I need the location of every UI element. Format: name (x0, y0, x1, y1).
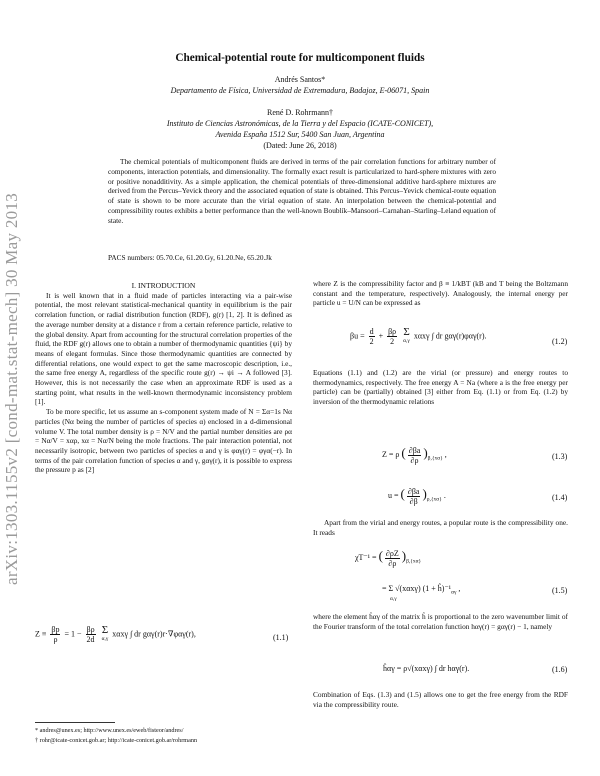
author-2-name: René D. Rohrmann† (267, 108, 333, 117)
pacs-numbers: PACS numbers: 05.70.Ce, 61.20.Gy, 61.20.Ne, 65.20.Jk (108, 253, 272, 262)
footnote-1: * andres@unex.es; http://www.unex.es/eweb/fisteor/andres/ (35, 727, 184, 734)
dated-line: (Dated: June 26, 2018) (263, 141, 337, 150)
equation-1-6-number: (1.6) (552, 665, 568, 674)
footnote-2: † rohr@icate-conicet.gob.ar; http://icate-conicet.gob.ar/rohrmann (35, 737, 198, 744)
author-1-affiliation: Departamento de Física, Universidad de Extremadura, Badajoz, E-06071, Spain (170, 86, 430, 95)
equation-1-4-number: (1.4) (552, 493, 568, 502)
author-1-name: Andrés Santos* (274, 75, 326, 84)
right-column-paragraph-1: where Z is the compressibility factor and β ≡ 1/kBT (kB and T being the Boltzmann constant and the temperature, respectively). Analogously, the internal energy per particle u = U/N can be expressed as (313, 279, 568, 308)
equation-1-4: u = ( $\frac{\partial\beta a}{\partial\beta}$ )$_{\rho,\{x\alpha\}}$ . (388, 486, 446, 506)
equation-1-1-number: (1.1) (273, 633, 289, 642)
right-column-paragraph-3: Apart from the virial and energy routes, a popular route is the compressibility one. It reads (313, 518, 568, 537)
right-column-paragraph-4: where the element ĥαγ of the matrix ĥ is proportional to the zero wavenumber limit of the Fourier transform of the total correlation function hαγ(r) = gαγ(r) − 1, namely (313, 612, 568, 631)
equation-1-3: Z = ρ ( $\frac{\partial\beta a}{\partial\rho}$ )$_{\beta,\{x\alpha\}}$ , (382, 445, 447, 465)
section-heading: I. INTRODUCTION (131, 281, 196, 290)
left-column (35, 281, 292, 475)
intro-paragraph-2: To be more specific, let us assume an s-component system made of N = Σα=1s Nα particles (Nα being the number of particles of species α) enclosed in a d-dimensional volume V. The total number density is ρ = N/V and the partial number densities are ρα = Nα/V = xαρ, xα = Nα/N being the mole fractions. The pair interaction potential, not necessarily isotropic, between two particles of species α and γ is φαγ(r) = φγα(−r). In terms of the pair correlation function of species α and γ, gαγ(r), it is possible to express the pressure p as [2] (35, 407, 292, 475)
author-2-affiliation-line-2: Avenida España 1512 Sur, 5400 San Juan, Argentina (215, 130, 385, 139)
equation-1-2-number: (1.2) (552, 337, 568, 346)
equation-1-5-line-2: = Σ √(xαxγ) $(1 + ĥ)^{-1}_{\alpha\gamma}$ , α,γ (382, 584, 461, 602)
right-column-paragraph-5: Combination of Eqs. (1.3) and (1.5) allows one to get the free energy from the RDF via the compressibility route. (313, 690, 568, 709)
equation-1-6: ĥαγ = ρ√(xαxγ) ∫ dr hαγ(r). (383, 664, 470, 673)
abstract: The chemical potentials of multicomponent fluids are derived in terms of the pair correlation functions for arbitrary number of components, interaction potentials, and dimensionality. The formally exact result is particularized to hard-sphere mixtures with zero or positive nonadditivity. As a simple application, the chemical potentials of three-dimensional additive hard-sphere mixtures are derived from the Percus–Yevick theory and the associated equation of state is obtained. This Percus–Yevick chemical-route equation of state is shown to be more accurate than the virial equation of state. An interpolation between the chemical-potential and compressibility routes exhibits a better performance than the well-known Boublík–Mansoori–Carnahan–Starling–Leland equation of state. (108, 157, 496, 225)
author-2-affiliation-line-1: Instituto de Ciencias Astronómicas, de la Tierra y del Espacio (ICATE-CONICET), (166, 119, 434, 128)
intro-paragraph-1: It is well known that in a fluid made of particles interacting via a pair-wise potential, the most relevant statistical-mechanical quantity in equilibrium is the pair correlation function, or radial distribution function (RDF), g(r) [1, 2]. It is defined as the average number density at a distance r from a certain reference particle, relative to the global density. Apart from accounting for the structural correlation properties of the fluid, the RDF g(r) allows one to obtain a number of thermodynamic quantities {ψi} by means of elegant formulas. Since those thermodynamic quantities are connected by differential relations, one would expect to get the same macroscopic description, i.e., the same free energy A, regardless of the specific route g(r) → ψi → A followed [3]. However, this is not necessarily the case when an approximate RDF is used as a starting point, what results in the well-known thermodynamic inconsistency problem [1]. (35, 290, 293, 407)
equation-1-5-line-1: χT⁻¹ = ( $\frac{\partial\rho Z}{\partial\rho}$ )$_{\beta,\{x\alpha\}}$ (355, 548, 422, 568)
equation-1-1: Z ≡ $\frac{\beta p}{\rho}$ = 1 − $\frac{\beta\rho}{2d}$ Σ α,γ xαxγ ∫ dr gαγ(r)r·∇φαγ(r), (35, 623, 196, 644)
footnote-rule (35, 722, 115, 723)
right-column-paragraph-2: Equations (1.1) and (1.2) are the virial (or pressure) and energy routes to thermodynamics, respectively. The free energy A = Na (where a is the free energy per particle) can be (partially) obtained [3] either from Eq. (1.1) or from Eq. (1.2) by inversion of the thermodynamic relations (313, 368, 568, 407)
paper-title: Chemical-potential route for multicomponent fluids (175, 52, 425, 64)
equation-1-5-number: (1.5) (552, 586, 568, 595)
equation-1-2: βu = $\frac{d}{2}$ + $\frac{\beta\rho}{2}$ Σ α,γ xαxγ ∫ dr gαγ(r)φαγ(r). (350, 325, 487, 346)
arxiv-identifier-stamp: arXiv:1303.1155v2 [cond-mat.stat-mech] 30 May 2013 (2, 192, 21, 585)
equation-1-3-number: (1.3) (552, 452, 568, 461)
